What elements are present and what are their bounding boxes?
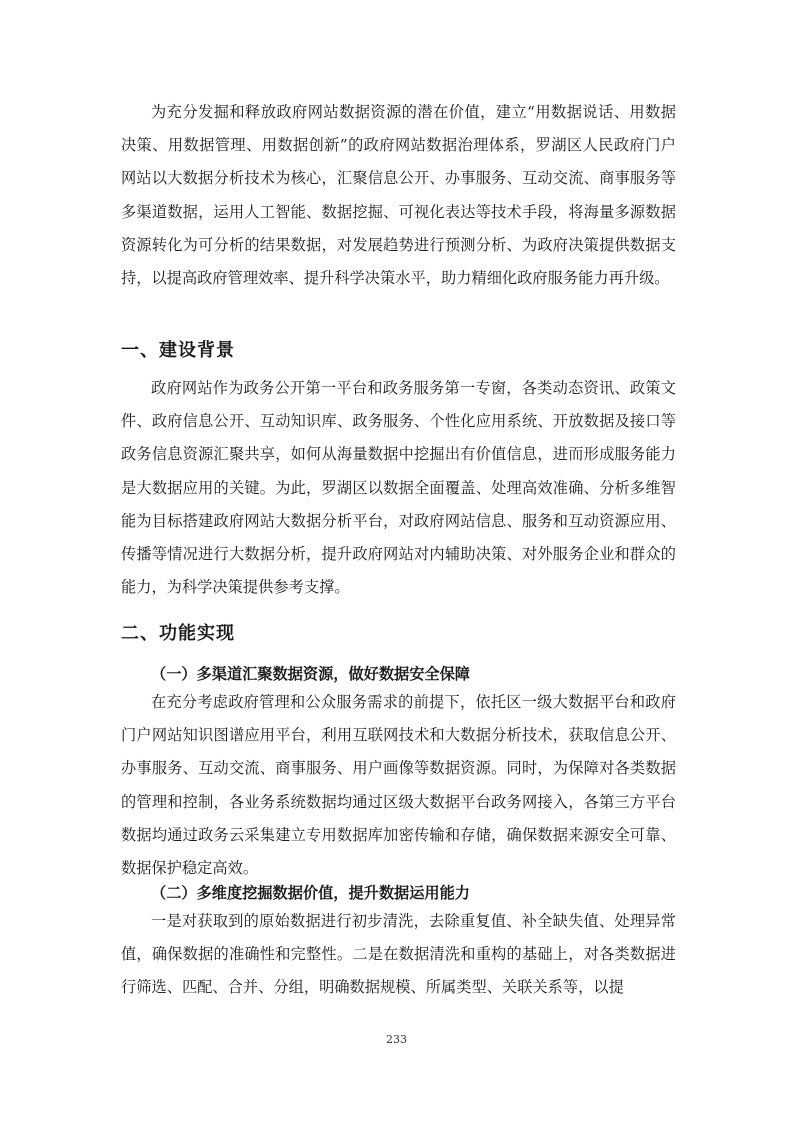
page-number: 233 <box>386 1033 407 1046</box>
section-heading-function: 二、功能实现 <box>121 623 235 644</box>
subsection-heading-1: （一）多渠道汇聚数据资源，做好数据安全保障 <box>151 665 470 683</box>
subsection-1-paragraph: 在充分考虑政府管理和公众服务需求的前提下，依托区一级大数据平台和政府门户网站知识图谱应用平台，利用互联网技术和大数据分析技术，获取信息公开、办事服务、互动交流、商事服务、用户画像等数据资源。同时，为保障对各类数据的管理和控制，各业务系统数据均通过区级大数据平台政务网接入，各第三方平台数据均通过政务云采集建立专用数据库加密传输和存储，确保数据来源安全可靠、数据保护稳定高效。 <box>121 693 676 878</box>
intro-paragraph: 为充分发掘和释放政府网站数据资源的潜在价值，建立“用数据说话、用数据决策、用数据管理、用数据创新”的政府网站数据治理体系，罗湖区人民政府门户网站以大数据分析技术为核心，汇聚信息公开、办事服务、互动交流、商事服务等多渠道数据，运用人工智能、数据挖掘、可视化表达等技术手段，将海量多源数据资源转化为可分析的结果数据，对发展趋势进行预测分析、为政府决策提供数据支持，以提高政府管理效率、提升科学决策水平，助力精细化政府服务能力再升级。 <box>121 103 676 288</box>
subsection-2-paragraph: 一是对获取到的原始数据进行初步清洗，去除重复值、补全缺失值、处理异常值，确保数据的准确性和完整性。二是在数据清洗和重构的基础上，对各类数据进行筛选、匹配、合并、分组，明确数据规模、所属类型、关联关系等，以提 <box>121 912 676 997</box>
section-heading-background: 一、建设背景 <box>121 340 235 361</box>
subsection-heading-2: （二）多维度挖掘数据价值，提升数据运用能力 <box>151 884 470 902</box>
background-paragraph: 政府网站作为政务公开第一平台和政务服务第一专窗，各类动态资讯、政策文件、政府信息公开、互动知识库、政务服务、个性化应用系统、开放数据及接口等政务信息资源汇聚共享，如何从海量数据中挖掘出有价值信息，进而形成服务能力是大数据应用的关键。为此，罗湖区以数据全面覆盖、处理高效准确、分析多维智能为目标搭建政府网站大数据分析平台，对政府网站信息、服务和互动资源应用、传播等情况进行大数据分析，提升政府网站对内辅助决策、对外服务企业和群众的能力，为科学决策提供参考支撑。 <box>121 379 676 597</box>
